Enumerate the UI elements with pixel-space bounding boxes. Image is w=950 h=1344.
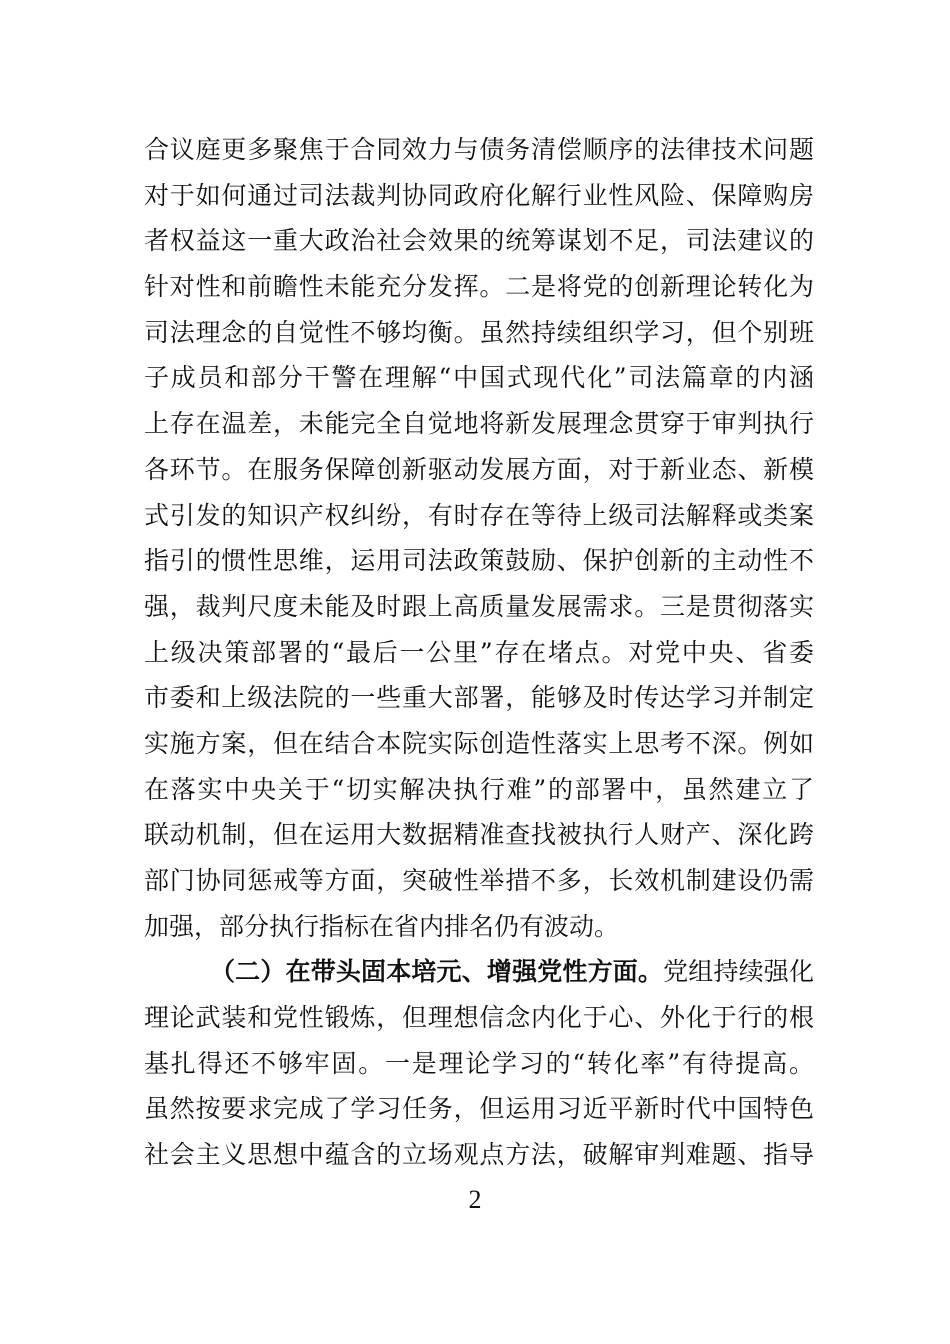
text-line: 司法理念的自觉性不够均衡。虽然持续组织学习，但个别班 — [144, 317, 814, 347]
text-line: 理论武装和党性锻炼，但理想信念内化于心、外化于行的根 — [144, 1003, 814, 1033]
text-line: 式引发的知识产权纠纷，有时存在等待上级司法解释或类案 — [144, 500, 814, 530]
paragraph-last-line: 加强，部分执行指标在省内排名仍有波动。 — [144, 911, 620, 941]
text-line: 市委和上级法院的一些重大部署，能够及时传达学习并制定 — [144, 683, 814, 713]
text-line: 合议庭更多聚焦于合同效力与债务清偿顺序的法律技术问题 — [144, 135, 814, 164]
text-line: 在落实中央关于“切实解决执行难”的部署中，虽然建立了 — [144, 774, 814, 804]
text-line: 基扎得还不够牢固。一是理论学习的“转化率”有待提高。 — [144, 1048, 814, 1078]
text-line: 者权益这一重大政治社会效果的统筹谋划不足，司法建议的 — [144, 226, 814, 256]
text-line: 虽然按要求完成了学习任务，但运用习近平新时代中国特色 — [144, 1094, 814, 1124]
text-line: 联动机制，但在运用大数据精准查找被执行人财产、深化跨 — [144, 820, 814, 850]
section-heading-continuation: 党组持续强化 — [663, 957, 814, 987]
text-line: 对于如何通过司法裁判协同政府化解行业性风险、保障购房 — [144, 180, 814, 210]
text-line: 子成员和部分干警在理解“中国式现代化”司法篇章的内涵 — [144, 363, 814, 393]
section-heading-line — [144, 949, 814, 995]
text-line: 社会主义思想中蕴含的立场观点方法，破解审判难题、指导 — [144, 1140, 814, 1170]
text-line: 针对性和前瞻性未能充分发挥。二是将党的创新理论转化为 — [144, 272, 814, 302]
text-line: 上存在温差，未能完全自觉地将新发展理念贯穿于审判执行 — [144, 409, 814, 439]
text-line: 实施方案，但在结合本院实际创造性落实上思考不深。例如 — [144, 728, 814, 758]
section-heading: （二）在带头固本培元、增强党性方面。 — [210, 957, 664, 987]
text-line: 部门协同惩戒等方面，突破性举措不多，长效机制建设仍需 — [144, 866, 814, 895]
page-number: 2 — [468, 1185, 482, 1214]
text-line: 指引的惯性思维，运用司法政策鼓励、保护创新的主动性不 — [144, 546, 814, 576]
body-text — [144, 127, 814, 1178]
text-line: 上级决策部署的“最后一公里”存在堵点。对党中央、省委 — [144, 637, 814, 667]
text-line: 各环节。在服务保障创新驱动发展方面，对于新业态、新模 — [144, 454, 814, 484]
text-line: 强，裁判尺度未能及时跟上高质量发展需求。三是贯彻落实 — [144, 591, 814, 621]
